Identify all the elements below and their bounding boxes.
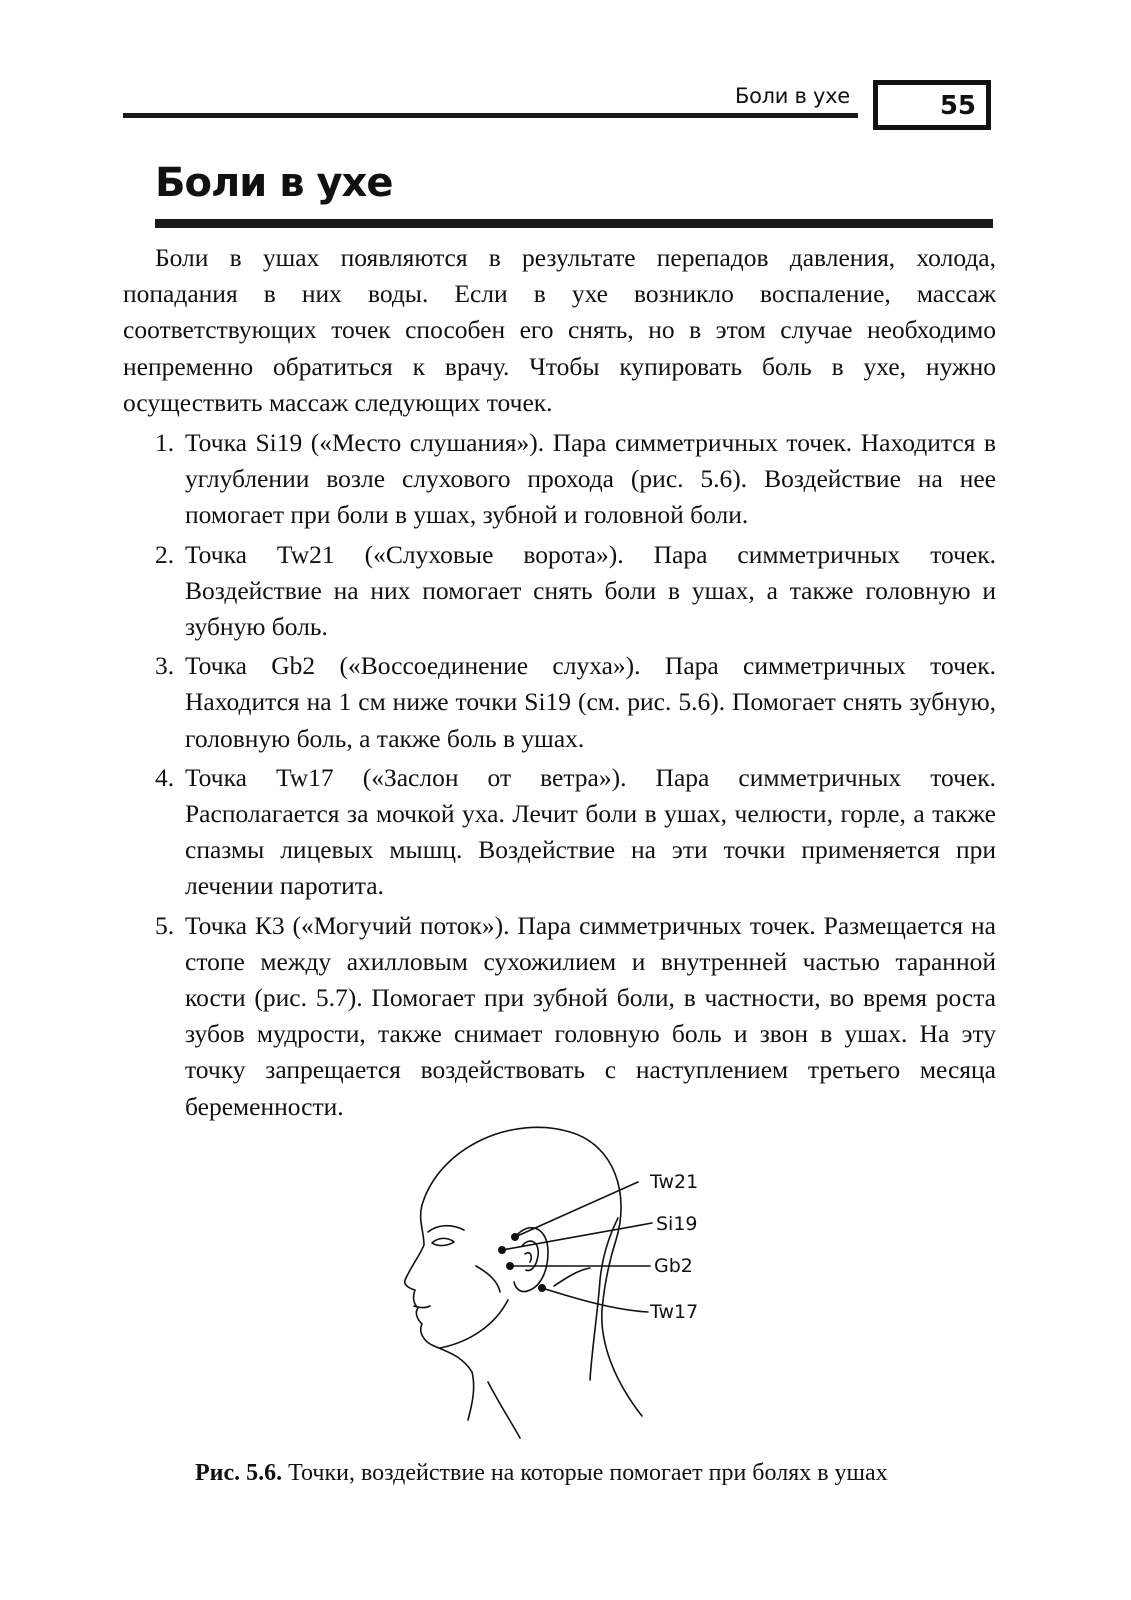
- item-number: 1.: [155, 428, 175, 458]
- figure-caption: [195, 1460, 995, 1487]
- label-gb2: Gb2: [654, 1255, 693, 1277]
- item-text: Точка Gb2 («Воссоединение слуха»). Пара симметричных точек. Находится на 1 см ниже точки Si19 (см. рис. 5.6). Помогает снять зубную, головную боль, а также боль в ушах.: [185, 651, 996, 753]
- ear-helix: [525, 1253, 531, 1262]
- point-tw17: [538, 1284, 546, 1292]
- leader-line-si19: [502, 1223, 652, 1250]
- header-rule: [123, 113, 858, 118]
- label-tw21: Tw21: [650, 1171, 699, 1193]
- list-item: [123, 425, 996, 534]
- running-title: Боли в ухе: [735, 84, 850, 108]
- chapter-title: Боли в ухе: [155, 160, 393, 206]
- item-number: 4.: [155, 762, 175, 792]
- mouth: [414, 1306, 430, 1308]
- head-outline: [422, 1127, 642, 1416]
- item-text: Точка Si19 («Место слушания»). Пара симметричных точек. Находится в углублении возле слухового прохода (рис. 5.6). Воздействие на нее помогает при боли в ушах, зубной и головной боли.: [185, 428, 996, 530]
- caption-ref: Рис. 5.6.: [195, 1460, 283, 1486]
- list-item: [123, 537, 996, 646]
- list-item: [123, 908, 996, 1125]
- head-illustration: [380, 1120, 740, 1450]
- eyebrow: [428, 1226, 464, 1232]
- cheek-line: [476, 1266, 500, 1292]
- head-diagram: [380, 1120, 740, 1450]
- item-text: Точка Tw21 («Слуховые ворота»). Пара симметричных точек. Воздействие на них помогает снять боли в ушах, а также головную и зубную боль.: [185, 539, 996, 642]
- body-text: [123, 240, 996, 1128]
- neck-muscle: [554, 1268, 590, 1286]
- jaw-line: [440, 1300, 508, 1348]
- item-number: 3.: [155, 651, 175, 681]
- neck-inner-line: [590, 1218, 618, 1380]
- point-gb2: [506, 1262, 514, 1270]
- page-number-box: [873, 80, 991, 130]
- eye: [432, 1238, 454, 1245]
- list-item: [123, 760, 996, 905]
- neck-front: [488, 1382, 520, 1438]
- item-text: Точка Tw17 («Заслон от ветра»). Пара симметричных точек. Располагается за мочкой уха. Лечит боли в ушах, челюсти, горле, а также спазмы лицевых мышц. Воздействие на эти точки применяется при лечении паротита.: [185, 762, 996, 901]
- item-number: 2.: [155, 539, 175, 569]
- title-rule: [155, 219, 993, 228]
- list-item: [123, 648, 996, 757]
- point-tw21: [511, 1233, 519, 1241]
- label-si19: Si19: [656, 1213, 698, 1235]
- intro-paragraph: Боли в ушах появляются в результате перепадов давления, холода, попадания в них воды. Если в ухе возникло воспаление, массаж соответствующих точек способен его снять, но в этом случае необходимо непременно обратиться к врачу. Чтобы купировать боль в ухе, нужно осуществить массаж следующих точек.: [123, 243, 996, 417]
- item-text: Точка К3 («Могучий поток»). Пара симметричных точек. Размещается на стопе между ахилловым сухожилием и внутренней частью таранной кости (рис. 5.7). Помогает при зубной боли, в частности, во время роста зубов мудрости, также снимает головную боль и звон в ушах. На эту точку запрещается воздействовать с наступлением третьего месяца беременности.: [185, 910, 996, 1121]
- label-tw17: Tw17: [650, 1301, 699, 1323]
- face-profile: [405, 1205, 474, 1420]
- item-number: 5.: [155, 910, 175, 940]
- points-list: [123, 425, 996, 1125]
- leader-line-tw17: [542, 1288, 648, 1312]
- page-number: 55: [939, 91, 976, 121]
- point-si19: [498, 1246, 506, 1254]
- caption-text: Точки, воздействие на которые помогает при болях в ушах: [288, 1460, 888, 1486]
